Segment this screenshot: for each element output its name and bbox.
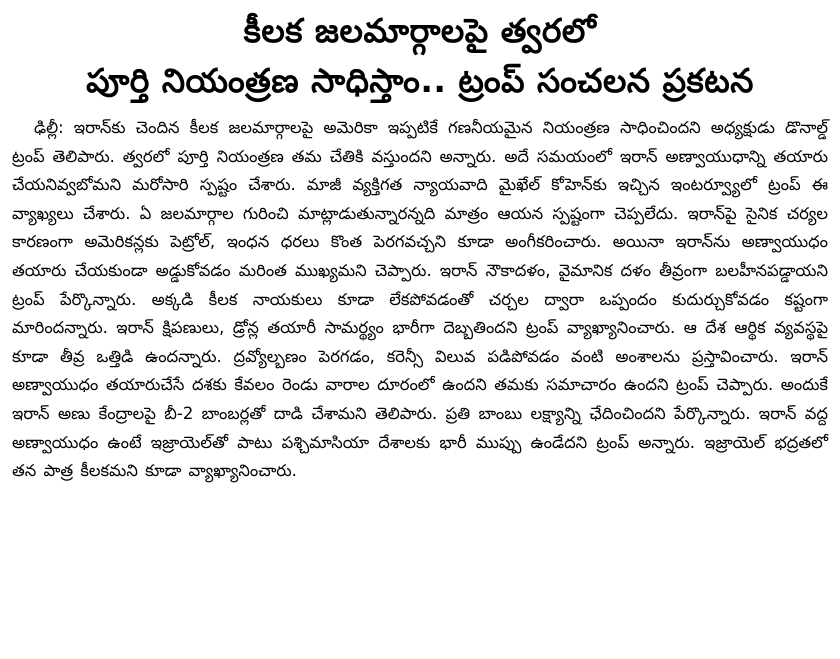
- headline: [12, 0, 828, 106]
- headline-line-1: కీలక జలమార్గాలపై త్వరలో: [243, 11, 597, 50]
- dateline: ఢిల్లీ:: [34, 118, 64, 137]
- article-body: [12, 114, 828, 486]
- article-body-text: ఇరాన్‌కు చెందిన కీలక జలమార్గాలపై అమెరికా ఇప్పటికే గణనీయమైన నియంత్రణ సాధించిందని అధ్యక్షుడు డొనాల్డ్ ట్రంప్ తెలిపారు. త్వరలో పూర్తి నియంత్రణ తమ చేతికి వస్తుందని అన్నారు. అదే సమయంలో ఇరాన్ అణ్వాయుధాన్ని తయారు చేయనివ్వబోమని మరోసారి స్పష్టం చేశారు. మాజీ వ్యక్తిగత న్యాయవాది మైఖేల్ కోహెన్‌కు ఇచ్చిన ఇంటర్వ్యూలో ట్రంప్ ఈ వ్యాఖ్యలు చేశారు. ఏ జలమార్గాల గురించి మాట్లాడుతున్నారన్నది మాత్రం ఆయన స్పష్టంగా చెప్పలేదు. ఇరాన్‌పై సైనిక చర్యల కారణంగా అమెరికన్లకు పెట్రోల్, ఇంధన ధరలు కొంత పెరగవచ్చని కూడా అంగీకరించారు. అయినా ఇరాన్‌ను అణ్వాయుధం తయారు చేయకుండా అడ్డుకోవడం మరింత ముఖ్యమని చెప్పారు. ఇరాన్ నౌకాదళం, వైమానిక దళం తీవ్రంగా బలహీనపడ్డాయని ట్రంప్ పేర్కొన్నారు. అక్కడి కీలక నాయకులు కూడా లేకపోవడంతో చర్చల ద్వారా ఒప్పందం కుదుర్చుకోవడం కష్టంగా మారిందన్నారు. ఇరాన్ క్షిపణులు, డ్రోన్ల తయారీ సామర్థ్యం భారీగా దెబ్బతిందని ట్రంప్ వ్యాఖ్యానించారు. ఆ దేశ ఆర్థిక వ్యవస్థపై కూడా తీవ్ర ఒత్తిడి ఉందన్నారు. ద్రవ్యోల్బణం పెరగడం, కరెన్సీ విలువ పడిపోవడం వంటి అంశాలను ప్రస్తావించారు. ఇరాన్ అణ్వాయుధం తయారుచేసే దశకు కేవలం రెండు వారాల దూరంలో ఉందని తమకు సమాచారం ఉందని ట్రంప్ చెప్పారు. అందుకే ఇరాన్ అణు కేంద్రాలపై బీ-2 బాంబర్లతో దాడి చేశామని తెలిపారు. ప్రతి బాంబు లక్ష్యాన్ని ఛేదించిందని పేర్కొన్నారు. ఇరాన్ వద్ద అణ్వాయుధం ఉంటే ఇజ్రాయెల్‌తో పాటు పశ్చిమాసియా దేశాలకు భారీ ముప్పు ఉండేదని ట్రంప్ అన్నారు. ఇజ్రాయెల్ భద్రతలో తన పాత్ర కీలకమని కూడా వ్యాఖ్యానించారు.: [12, 118, 828, 481]
- headline-line-2: పూర్తి నియంత్రణ సాధిస్తాం.. ట్రంప్ సంచలన ప్రకటన: [86, 61, 754, 100]
